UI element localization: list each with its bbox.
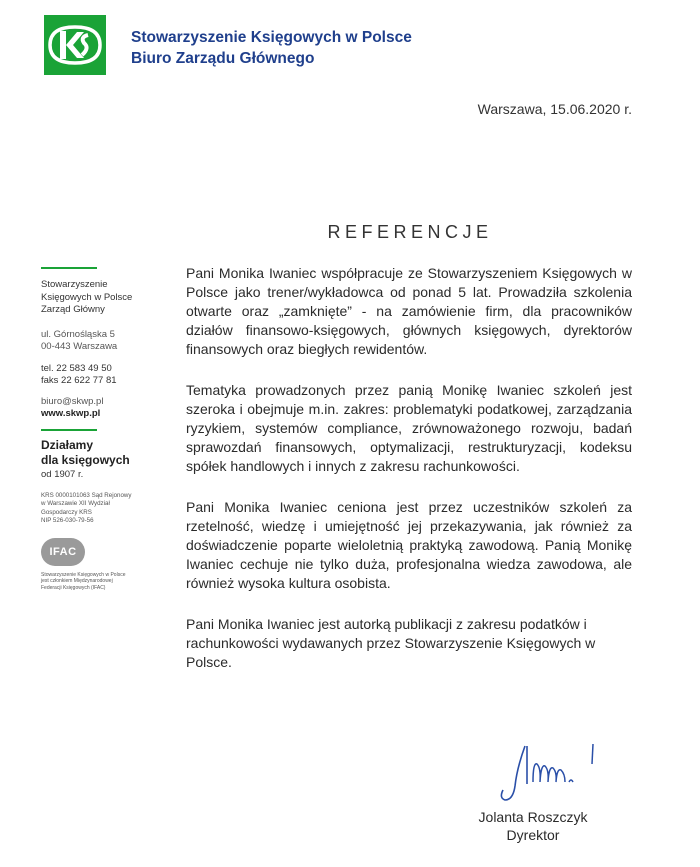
letter-body xyxy=(186,264,632,694)
email-address: biuro@skwp.pl xyxy=(41,395,104,407)
ifac-note-line: jest członkiem Międzynarodowej xyxy=(41,578,113,584)
divider xyxy=(41,429,97,431)
signatory-role: Dyrektor xyxy=(506,827,560,843)
body-paragraph: Tematyka prowadzonych przez panią Monikę Iwaniec szkoleń jest szeroka i obejmuje m.in. zakres: problematyki podatkowej, zarządzania ryzykiem, systemów compliance, zrównoważonego rozwoju, badań sprawozdań finansowych, optymalizacji, restrukturyzacji, kodeksu spółek handlowych i innych z zakresu rachunkowości. xyxy=(186,382,632,474)
letter-date: Warszawa, 15.06.2020 r. xyxy=(477,101,632,117)
address-city: 00-443 Warszawa xyxy=(41,341,118,352)
motto-line2: dla księgowych xyxy=(41,452,130,467)
fax-number: faks 22 622 77 81 xyxy=(41,375,117,386)
registration-line: Gospodarczy KRS xyxy=(41,508,92,516)
motto-line1: Działamy xyxy=(41,437,94,452)
sidebar-org-line: Stowarzyszenie xyxy=(41,279,108,290)
handwritten-signature-icon xyxy=(497,738,607,813)
letter-title: REFERENCJE xyxy=(327,222,493,242)
sidebar-contact xyxy=(41,267,151,591)
sidebar-org-line: Księgowych w Polsce xyxy=(41,291,133,303)
registration-line: KRS 0000101063 Sąd Rejonowy xyxy=(41,491,132,499)
address-street: ul. Górnośląska 5 xyxy=(41,328,115,340)
organization-name-line2: Biuro Zarządu Głównego xyxy=(131,50,315,67)
sidebar-motto xyxy=(41,438,151,468)
phone-number: tel. 22 583 49 50 xyxy=(41,362,112,374)
website-link: www.skwp.pl xyxy=(41,408,101,419)
registration-info xyxy=(41,492,151,526)
ifac-note xyxy=(41,572,151,592)
sidebar-address xyxy=(41,329,151,354)
skwp-logo-icon xyxy=(44,15,106,75)
sidebar-org-line: Zarząd Główny xyxy=(41,304,105,315)
organization-name xyxy=(131,27,412,69)
signatory-name: Jolanta Roszczyk xyxy=(478,809,588,825)
registration-line: w Warszawie XII Wydział xyxy=(41,500,110,507)
founded-since: od 1907 r. xyxy=(41,468,84,480)
ifac-logo-icon: IFAC xyxy=(41,538,85,566)
body-paragraph: Pani Monika Iwaniec ceniona jest przez uczestników szkoleń za rzetelność, wiedzę i umiejętność jej przekazywania, jak również za doświadczenie poparte wieloletnią praktyką zawodową. Panią Monikę Iwaniec cechuje nie tylko duża, profesjonalna wiedza zawodowa, ale również wysoka kultura osobista. xyxy=(186,499,632,591)
organization-name-line1: Stowarzyszenie Księgowych w Polsce xyxy=(131,29,412,46)
signatory xyxy=(472,808,594,844)
registration-line: NIP 526-030-79-56 xyxy=(41,517,94,524)
ifac-note-line: Federacji Księgowych (IFAC) xyxy=(41,584,106,591)
body-paragraph: Pani Monika Iwaniec współpracuje ze Stowarzyszeniem Księgowych w Polsce jako trener/wykładowca od ponad 5 lat. Prowadziła szkolenia otwarte oraz „zamknięte” - na zamówienie firm, dla pracowników działów finansowo-księgowych, głównych księgowych, dyrektorów finansowych oraz biegłych rewidentów. xyxy=(186,265,632,357)
ifac-note-line: Stowarzyszenie Księgowych w Polsce xyxy=(41,571,126,578)
body-paragraph: Pani Monika Iwaniec jest autorką publikacji z zakresu podatków i rachunkowości wydawanych przez Stowarzyszenie Księgowych w Polsce. xyxy=(186,616,596,670)
sidebar-org xyxy=(41,279,151,317)
sidebar-phones xyxy=(41,363,151,388)
divider xyxy=(41,267,97,269)
